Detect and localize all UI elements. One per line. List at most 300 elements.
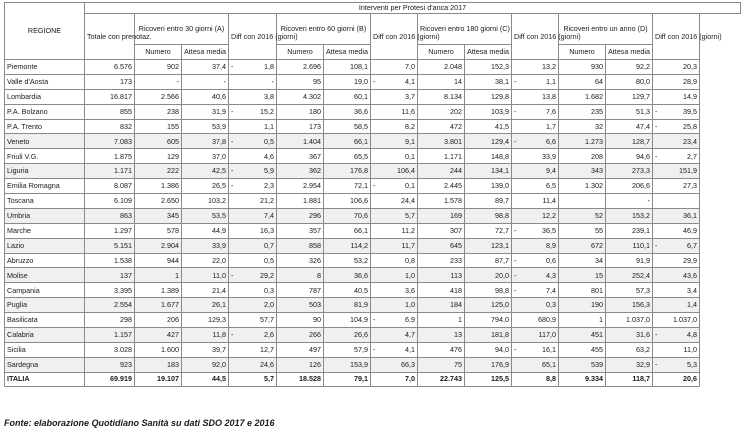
numero-cell-a: 902 <box>135 60 182 75</box>
numero-cell-d: 1 <box>559 313 606 328</box>
diff-value: 0,7 <box>264 240 274 250</box>
table-row <box>5 179 741 194</box>
diff-cell-c <box>512 283 559 298</box>
region-cell: Campania <box>5 283 85 298</box>
numero-cell-b: 180 <box>277 104 324 119</box>
diff-value: 4,3 <box>546 270 556 280</box>
attesa-cell-b: 19,0 <box>324 74 371 89</box>
attesa-cell-d: 32,9 <box>606 357 653 372</box>
attesa-cell-c: 98,8 <box>465 208 512 223</box>
attesa-cell-a: 26,5 <box>182 179 229 194</box>
diff-value: 6,6 <box>546 136 556 146</box>
table-row <box>5 342 741 357</box>
attesa-cell-b: 104,9 <box>324 313 371 328</box>
diff-value: 0,8 <box>405 255 415 265</box>
diff-cell-b <box>371 60 418 75</box>
table-row <box>5 134 741 149</box>
diff-cell-c <box>512 357 559 372</box>
numero-cell-c: 202 <box>418 104 465 119</box>
numero-cell-c: 113 <box>418 268 465 283</box>
numero-cell-d: 32 <box>559 119 606 134</box>
numero-cell-c: 75 <box>418 357 465 372</box>
diff-value: 21,2 <box>260 196 274 206</box>
numero-cell-d: 455 <box>559 342 606 357</box>
numero-cell-b: 126 <box>277 357 324 372</box>
attesa-cell-d: 92,2 <box>606 60 653 75</box>
page <box>0 2 730 433</box>
numero-cell-b: 18.528 <box>277 372 324 386</box>
diff-cell-a <box>229 372 277 386</box>
diff-value: 6,7 <box>687 240 697 250</box>
diff-cell-b <box>371 164 418 179</box>
attesa-cell-a: 40,6 <box>182 89 229 104</box>
numero-cell-c: 2.445 <box>418 179 465 194</box>
header-group-year: Ricoveri entro un anno (D) <box>559 14 653 45</box>
diff-cell-b <box>371 253 418 268</box>
numero-cell-a: 238 <box>135 104 182 119</box>
diff-value: 11,0 <box>683 345 697 355</box>
totale-cell: 863 <box>85 208 135 223</box>
header-attesa-d: Attesa media <box>606 45 653 60</box>
diff-cell-c <box>512 164 559 179</box>
diff-cell-b <box>371 357 418 372</box>
diff-cell-a <box>229 149 277 164</box>
totale-cell: 832 <box>85 119 135 134</box>
diff-value: 2,7 <box>687 151 697 161</box>
attesa-cell-b: 36,6 <box>324 268 371 283</box>
diff-cell-c <box>512 268 559 283</box>
attesa-cell-d: 57,3 <box>606 283 653 298</box>
attesa-cell-a: 92,0 <box>182 357 229 372</box>
table-row <box>5 164 741 179</box>
numero-cell-a: 1.389 <box>135 283 182 298</box>
attesa-cell-c: 41,5 <box>465 119 512 134</box>
diff-value: 36,5 <box>542 225 556 235</box>
diff-cell-c <box>512 342 559 357</box>
numero-cell-b: 1.881 <box>277 194 324 209</box>
diff-cell-a <box>229 298 277 313</box>
diff-value: 0,6 <box>546 255 556 265</box>
diff-cell-d <box>653 119 700 134</box>
diff-sign: - <box>231 106 234 116</box>
numero-cell-d: 801 <box>559 283 606 298</box>
diff-sign: - <box>514 225 517 235</box>
diff-cell-b <box>371 313 418 328</box>
diff-value: 7,4 <box>546 285 556 295</box>
diff-cell-c <box>512 149 559 164</box>
attesa-cell-b: 58,5 <box>324 119 371 134</box>
region-cell: Valle d'Aosta <box>5 74 85 89</box>
numero-cell-b: 1.404 <box>277 134 324 149</box>
diff-value: 680,9 <box>538 315 556 325</box>
attesa-cell-c: 123,1 <box>465 238 512 253</box>
numero-cell-d: 64 <box>559 74 606 89</box>
table-row <box>5 313 741 328</box>
diff-value: 9,1 <box>405 136 415 146</box>
numero-cell-c: 1.578 <box>418 194 465 209</box>
diff-cell-a <box>229 194 277 209</box>
diff-value: 9,4 <box>546 166 556 176</box>
attesa-cell-a: 37,0 <box>182 149 229 164</box>
attesa-cell-d: 239,1 <box>606 223 653 238</box>
diff-value: 0,5 <box>264 255 274 265</box>
diff-value: 7,6 <box>546 106 556 116</box>
diff-cell-a <box>229 119 277 134</box>
attesa-cell-d: 110,1 <box>606 238 653 253</box>
attesa-cell-a: 37,8 <box>182 134 229 149</box>
diff-value: 1.037,0 <box>673 315 697 325</box>
header-numero-d: Numero <box>559 45 606 60</box>
header-diff-a: Diff con 2016 (giorni) <box>229 14 277 60</box>
diff-value: 46,9 <box>683 225 697 235</box>
numero-cell-b: 8 <box>277 268 324 283</box>
diff-cell-d <box>653 89 700 104</box>
diff-cell-d <box>653 283 700 298</box>
numero-cell-c: 418 <box>418 283 465 298</box>
diff-value: 11,4 <box>542 196 556 206</box>
numero-cell-a: 944 <box>135 253 182 268</box>
diff-cell-c <box>512 104 559 119</box>
totale-cell: 1.875 <box>85 149 135 164</box>
diff-sign: - <box>655 240 658 250</box>
diff-cell-a <box>229 179 277 194</box>
totale-cell: 1.297 <box>85 223 135 238</box>
diff-value: 12,7 <box>260 345 274 355</box>
attesa-cell-c: 176,9 <box>465 357 512 372</box>
numero-cell-d: 1.682 <box>559 89 606 104</box>
diff-value: 4,1 <box>405 77 415 87</box>
numero-cell-d: 55 <box>559 223 606 238</box>
attesa-cell-b: 57,9 <box>324 342 371 357</box>
diff-cell-b <box>371 283 418 298</box>
attesa-cell-c: 125,0 <box>465 298 512 313</box>
diff-value: 1,0 <box>405 270 415 280</box>
diff-cell-c <box>512 238 559 253</box>
diff-value: 0,5 <box>264 136 274 146</box>
attesa-cell-c: 20,0 <box>465 268 512 283</box>
table-row <box>5 268 741 283</box>
diff-cell-d <box>653 74 700 89</box>
diff-cell-a <box>229 208 277 223</box>
attesa-cell-c: 129,4 <box>465 134 512 149</box>
diff-sign: - <box>373 181 376 191</box>
diff-value: 117,0 <box>538 330 556 340</box>
numero-cell-b: 503 <box>277 298 324 313</box>
diff-value: 0,1 <box>405 181 415 191</box>
attesa-cell-a: 31,9 <box>182 104 229 119</box>
table-body <box>5 60 741 387</box>
diff-value: 20,6 <box>683 374 697 384</box>
diff-cell-d <box>653 372 700 386</box>
attesa-cell-d: 63,2 <box>606 342 653 357</box>
numero-cell-d: 451 <box>559 328 606 343</box>
totale-cell: 8.087 <box>85 179 135 194</box>
diff-cell-c <box>512 223 559 238</box>
waiting-times-table <box>4 2 741 387</box>
diff-cell-d <box>653 194 700 209</box>
diff-sign: - <box>231 181 234 191</box>
attesa-cell-c: 38,1 <box>465 74 512 89</box>
table-row <box>5 149 741 164</box>
attesa-cell-b: 108,1 <box>324 60 371 75</box>
diff-cell-d <box>653 328 700 343</box>
totale-cell: 3.395 <box>85 283 135 298</box>
numero-cell-d: 235 <box>559 104 606 119</box>
numero-cell-c: 2.048 <box>418 60 465 75</box>
diff-cell-d <box>653 164 700 179</box>
diff-value: 15,2 <box>260 106 274 116</box>
table-row <box>5 89 741 104</box>
attesa-cell-a: 53,9 <box>182 119 229 134</box>
header-attesa-b: Attesa media <box>324 45 371 60</box>
attesa-cell-a: 11,8 <box>182 328 229 343</box>
diff-sign: - <box>514 270 517 280</box>
numero-cell-a: 183 <box>135 357 182 372</box>
attesa-cell-c: 134,1 <box>465 164 512 179</box>
diff-cell-d <box>653 268 700 283</box>
totale-cell: 1.171 <box>85 164 135 179</box>
diff-value: 1,8 <box>264 62 274 72</box>
attesa-cell-c: 94,0 <box>465 342 512 357</box>
header-group-60: Ricoveri entro 60 giorni (B) <box>277 14 371 45</box>
numero-cell-a: 155 <box>135 119 182 134</box>
attesa-cell-b: 36,6 <box>324 104 371 119</box>
numero-cell-a: 222 <box>135 164 182 179</box>
attesa-cell-b: 53,2 <box>324 253 371 268</box>
diff-value: 4,6 <box>264 151 274 161</box>
numero-cell-c: 645 <box>418 238 465 253</box>
region-cell: P.A. Bolzano <box>5 104 85 119</box>
table-row <box>5 238 741 253</box>
numero-cell-a: 578 <box>135 223 182 238</box>
region-cell: Basilicata <box>5 313 85 328</box>
diff-value: 3,8 <box>264 91 274 101</box>
attesa-cell-b: 114,2 <box>324 238 371 253</box>
diff-value: 36,1 <box>683 211 697 221</box>
diff-value: 1,1 <box>264 121 274 131</box>
region-cell: Veneto <box>5 134 85 149</box>
totale-cell: 855 <box>85 104 135 119</box>
diff-cell-c <box>512 298 559 313</box>
attesa-cell-d: 118,7 <box>606 372 653 386</box>
attesa-cell-d: 51,3 <box>606 104 653 119</box>
diff-value: 29,2 <box>260 270 274 280</box>
numero-cell-c: 8.134 <box>418 89 465 104</box>
region-cell: Toscana <box>5 194 85 209</box>
diff-value: 29,9 <box>683 255 697 265</box>
region-cell: Lazio <box>5 238 85 253</box>
diff-cell-a <box>229 238 277 253</box>
header-numero-a: Numero <box>135 45 182 60</box>
diff-cell-c <box>512 74 559 89</box>
attesa-cell-a: 37,4 <box>182 60 229 75</box>
table-row <box>5 194 741 209</box>
diff-value: 12,2 <box>542 211 556 221</box>
diff-value: 8,8 <box>546 374 556 384</box>
numero-cell-d: 15 <box>559 268 606 283</box>
table-row <box>5 104 741 119</box>
numero-cell-a: 19.107 <box>135 372 182 386</box>
totale-cell: 1.538 <box>85 253 135 268</box>
diff-value: 3,4 <box>687 285 697 295</box>
diff-cell-d <box>653 208 700 223</box>
diff-sign: - <box>655 121 658 131</box>
attesa-cell-b: 81,9 <box>324 298 371 313</box>
diff-value: 1,0 <box>405 300 415 310</box>
numero-cell-d: 9.334 <box>559 372 606 386</box>
diff-cell-c <box>512 194 559 209</box>
region-cell: Molise <box>5 268 85 283</box>
diff-value: 7,0 <box>405 62 415 72</box>
diff-sign: - <box>514 345 517 355</box>
attesa-cell-d: 47,4 <box>606 119 653 134</box>
diff-cell-d <box>653 149 700 164</box>
numero-cell-c: 169 <box>418 208 465 223</box>
attesa-cell-d: 31,6 <box>606 328 653 343</box>
attesa-cell-c: 125,5 <box>465 372 512 386</box>
diff-value: 27,3 <box>683 181 697 191</box>
numero-cell-b: 266 <box>277 328 324 343</box>
numero-cell-d: 190 <box>559 298 606 313</box>
diff-cell-a <box>229 313 277 328</box>
diff-cell-b <box>371 328 418 343</box>
diff-cell-d <box>653 104 700 119</box>
numero-cell-c: 472 <box>418 119 465 134</box>
diff-cell-b <box>371 223 418 238</box>
attesa-cell-a: 42,5 <box>182 164 229 179</box>
region-cell: Marche <box>5 223 85 238</box>
attesa-cell-c: 152,3 <box>465 60 512 75</box>
diff-sign: - <box>655 359 658 369</box>
diff-cell-a <box>229 164 277 179</box>
numero-cell-c: 1.171 <box>418 149 465 164</box>
diff-cell-b <box>371 194 418 209</box>
totale-cell: 298 <box>85 313 135 328</box>
diff-value: 1,1 <box>546 77 556 87</box>
diff-value: 20,3 <box>683 62 697 72</box>
numero-cell-d: 208 <box>559 149 606 164</box>
numero-cell-b: 2.954 <box>277 179 324 194</box>
diff-cell-d <box>653 298 700 313</box>
region-cell: Sicilia <box>5 342 85 357</box>
diff-cell-a <box>229 342 277 357</box>
diff-value: 0,1 <box>405 151 415 161</box>
attesa-cell-d: 273,3 <box>606 164 653 179</box>
numero-cell-a: - <box>135 74 182 89</box>
table-header <box>5 3 741 60</box>
attesa-cell-b: 106,6 <box>324 194 371 209</box>
source-note: Fonte: elaborazione Quotidiano Sanità su dati SDO 2017 e 2016 <box>4 418 275 428</box>
diff-sign: - <box>514 77 517 87</box>
numero-cell-d: 343 <box>559 164 606 179</box>
diff-value: 13,8 <box>542 91 556 101</box>
diff-cell-b <box>371 238 418 253</box>
numero-cell-a: 206 <box>135 313 182 328</box>
totale-cell: 173 <box>85 74 135 89</box>
numero-cell-a: 1.600 <box>135 342 182 357</box>
numero-cell-b: 296 <box>277 208 324 223</box>
numero-cell-c: 244 <box>418 164 465 179</box>
diff-cell-b <box>371 298 418 313</box>
region-cell: ITALIA <box>5 372 85 386</box>
header-diff-b: Diff con 2016 (giorni) <box>371 14 418 60</box>
region-cell: Puglia <box>5 298 85 313</box>
diff-cell-d <box>653 179 700 194</box>
table-row <box>5 283 741 298</box>
table-row <box>5 298 741 313</box>
diff-sign: - <box>231 166 234 176</box>
attesa-cell-c: 98,8 <box>465 283 512 298</box>
diff-cell-a <box>229 89 277 104</box>
numero-cell-d: 539 <box>559 357 606 372</box>
diff-value: 8,2 <box>405 121 415 131</box>
region-cell: P.A. Trento <box>5 119 85 134</box>
diff-cell-d <box>653 253 700 268</box>
diff-value: 43,6 <box>683 270 697 280</box>
attesa-cell-a: 26,1 <box>182 298 229 313</box>
numero-cell-d <box>559 194 606 209</box>
diff-value: - <box>271 77 274 87</box>
diff-cell-c <box>512 328 559 343</box>
numero-cell-d: 672 <box>559 238 606 253</box>
diff-sign: - <box>514 285 517 295</box>
attesa-cell-b: 72,1 <box>324 179 371 194</box>
diff-cell-c <box>512 60 559 75</box>
attesa-cell-c: 148,8 <box>465 149 512 164</box>
diff-cell-c <box>512 179 559 194</box>
attesa-cell-c: 87,7 <box>465 253 512 268</box>
diff-value: 66,3 <box>401 359 415 369</box>
diff-cell-c <box>512 253 559 268</box>
diff-cell-d <box>653 342 700 357</box>
attesa-cell-d: 129,7 <box>606 89 653 104</box>
numero-cell-c: 14 <box>418 74 465 89</box>
header-totale: Totale con prenotaz. <box>85 14 135 60</box>
attesa-cell-b: 65,5 <box>324 149 371 164</box>
attesa-cell-b: 26,6 <box>324 328 371 343</box>
diff-cell-a <box>229 104 277 119</box>
attesa-cell-d: - <box>606 194 653 209</box>
diff-cell-b <box>371 74 418 89</box>
totale-cell: 137 <box>85 268 135 283</box>
diff-value: 25,8 <box>683 121 697 131</box>
numero-cell-b: 357 <box>277 223 324 238</box>
totale-cell: 7.083 <box>85 134 135 149</box>
diff-sign: - <box>231 270 234 280</box>
diff-value: 11,7 <box>401 240 415 250</box>
numero-cell-b: 858 <box>277 238 324 253</box>
diff-cell-b <box>371 119 418 134</box>
diff-cell-a <box>229 268 277 283</box>
diff-value: 2,3 <box>264 181 274 191</box>
numero-cell-c: 13 <box>418 328 465 343</box>
diff-sign: - <box>373 345 376 355</box>
numero-cell-d: 52 <box>559 208 606 223</box>
header-numero-b: Numero <box>277 45 324 60</box>
attesa-cell-a: 129,3 <box>182 313 229 328</box>
diff-sign: - <box>373 77 376 87</box>
region-cell: Calabria <box>5 328 85 343</box>
attesa-cell-b: 176,8 <box>324 164 371 179</box>
region-cell: Friuli V.G. <box>5 149 85 164</box>
diff-value: 7,4 <box>264 211 274 221</box>
diff-value: 11,2 <box>401 225 415 235</box>
attesa-cell-c: 139,0 <box>465 179 512 194</box>
header-diff-c: Diff con 2016 (giorni) <box>512 14 559 60</box>
attesa-cell-a: 39,7 <box>182 342 229 357</box>
numero-cell-a: 345 <box>135 208 182 223</box>
numero-cell-c: 1 <box>418 313 465 328</box>
